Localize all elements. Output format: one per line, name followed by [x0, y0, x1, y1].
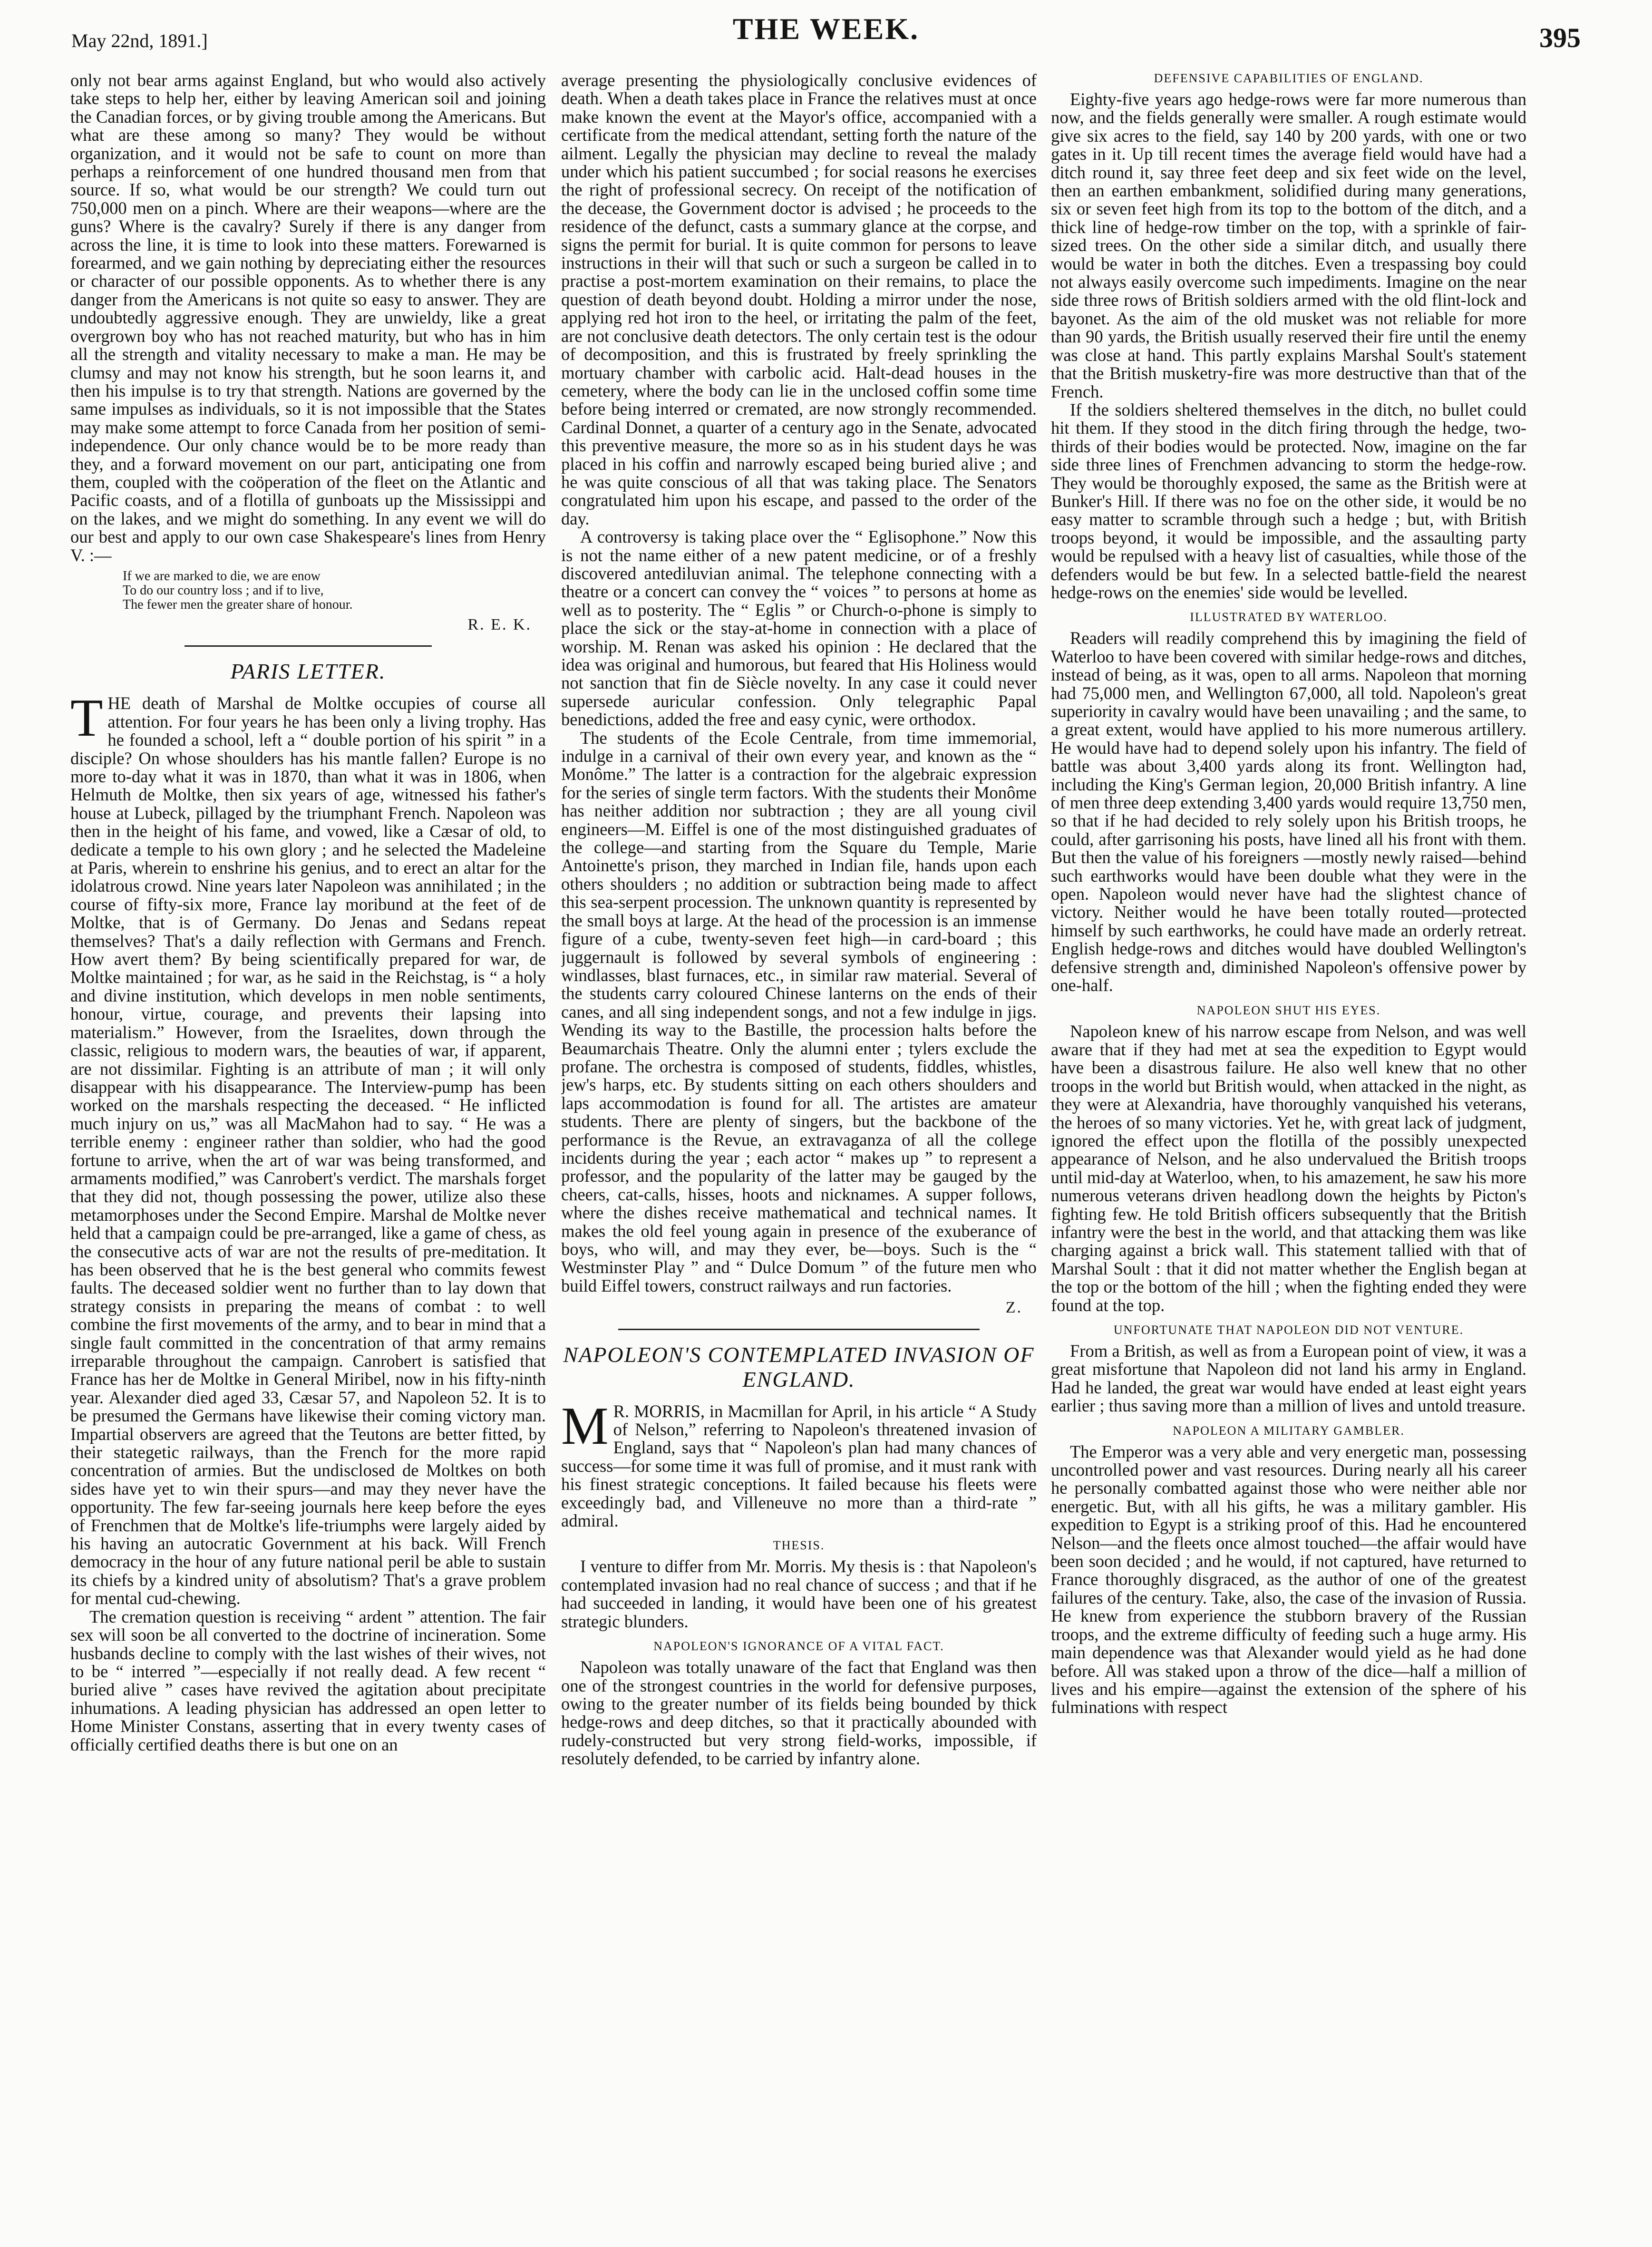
verse-quotation: [123, 569, 546, 612]
subheading-ignorance: NAPOLEON'S IGNORANCE OF A VITAL FACT.: [653, 1639, 944, 1654]
subheading-defensive: DEFENSIVE CAPABILITIES OF ENGLAND.: [1154, 71, 1424, 85]
section-divider: [618, 1329, 980, 1330]
section-heading-napoleon-invasion: NAPOLEON'S CONTEMPLATED INVASION OF ENGLAND.: [563, 1342, 1035, 1391]
section-divider: [185, 645, 432, 647]
subheading-shut-eyes: NAPOLEON SHUT HIS EYES.: [1196, 1003, 1381, 1017]
author-signature: Z.: [1005, 1299, 1022, 1317]
page-number: 395: [1539, 22, 1581, 53]
author-signature: R. E. K.: [467, 615, 532, 633]
subheading-thesis: THESIS.: [773, 1538, 825, 1553]
article-paragraph: The students of the Ecole Centrale, from time immemorial, indulge in a carnival of their own every year, and known as the “ Monôme.” The latter is a contraction for the algebraic expression for the series of single term factors. With the students their Monôme has neither addition nor subtraction ; they are all young civil engineers—M. Eiffel is one of the most distinguished graduates of the college—and starting from the Square du Temple, Marie Antoinette's prison, they marched in Indian file, hands upon each others shoulders ; no addition or subtraction being made to affect this sea-serpent procession. The unknown quantity is represented by the small boys at large. At the head of the procession is an immense figure of a cube, twenty-seven feet high—in card-board ; this juggernault is followed by several symbols of engineering : windlasses, blast furnaces, etc., in similar raw material. Several of the students carry coloured Chinese lanterns on the ends of their canes, and all sing independent songs, and not a few indulge in jigs. Wending its way to the Bastille, the procession halts before the Beaumarchais Theatre. Only the alumni enter ; tylers exclude the profane. The orchestra is composed of students, fiddles, whistles, jew's harps, etc. By students sitting on each others shoulders and laps accommodation is found for all. The artistes are amateur students. There are plenty of singers, but the backbone of the performance is the Revue, an extravaganza of all the college incidents during the year ; each actor “ makes up ” to represent a professor, and the popularity of the latter may be gauged by the cheers, cat-calls, hisses, hoots and nicknames. A supper follows, where the dishes receive mathematical and technical names. It makes the old feel young again in presence of the exuberance of boys, who will, and may they ever, be—boys. Such is the “ Westminster Play ” and “ Dulce Domum ” of the future men who build Eiffel towers, construct railways and run factories.: [561, 728, 1037, 1295]
article-paragraph: Readers will readily comprehend this by imagining the field of Waterloo to have been covered with similar hedge-rows and ditches, instead of being, as it was, open to all arms. Napoleon that morning had 75,000 men, and Wellington 67,000, all told. Napoleon's great superiority in cavalry would have been unavailing ; and the same, to a great extent, would have applied to his more numerous artillery. He would have had to depend solely upon his infantry. The field of battle was about 3,400 yards along its front. Wellington had, including the King's German legion, 20,000 British infantry. A line of men three deep extending 3,400 yards would require 13,750 men, so that if he had decided to rely solely upon his British troops, he could, after garrisoning his posts, have lined all his front with them. But then the value of his foreigners —mostly newly raised—behind such earthworks would have been double what they were in the open. Napoleon would never have had the slightest chance of victory. Neither would he have been totally routed—protected himself by such earthworks, he could have made an orderly retreat. English hedge-rows and ditches would have doubled Wellington's defensive strength and, diminished Napoleon's offensive power by one-half.: [1051, 628, 1526, 995]
issue-date: May 22nd, 1891.]: [71, 30, 208, 51]
verse-line: The fewer men the greater share of honour.: [123, 597, 353, 612]
article-paragraph: From a British, as well as from a European point of view, it was a great misfortune that Napoleon did not land his army in England. Had he landed, the great war would have ended at least eight years earlier ; thus saving more than a million of lives and untold treasure.: [1051, 1341, 1526, 1416]
article-paragraph: Napoleon knew of his narrow escape from Nelson, and was well aware that if they had met at sea the expedition to Egypt would have been a disastrous failure. He also well knew that no other troops in the world but British would, when attacked in the night, as they were at Alexandria, have thoroughly vanquished his veterans, the heroes of so many victories. Yet he, with great lack of judgment, ignored the effect upon the flotilla of the possibly unexpected appearance of Nelson, and he also undervalued the British troops until mid-day at Waterloo, when, to his amazement, he saw his more numerous veterans driven headlong down the heights by Picton's fighting few. He told British officers subsequently that the British infantry were the best in the world, and that attacking them was like charging against a brick wall. This statement tallied with that of Marshal Soult : that it did not matter whether the English began at the top or the bottom of the hill ; when the fighting ended they were found at the top.: [1051, 1021, 1526, 1315]
article-paragraph: I venture to differ from Mr. Morris. My thesis is : that Napoleon's contemplated invasion had no real chance of success ; and that if he had succeeded in landing, it would have been one of his greatest strategic blunders.: [561, 1556, 1037, 1631]
article-paragraph: Eighty-five years ago hedge-rows were far more numerous than now, and the fields generally were smaller. A rough estimate would give six acres to the field, say 140 by 200 yards, with one or two gates in it. Up till recent times the average field would have had a ditch round it, say three feet deep and six feet wide on the level, then an earthen embankment, solidified during many generations, six or seven feet high from its top to the bottom of the ditch, and a thick line of hedge-row timber on the top, with a sprinkle of fair-sized trees. On the other side a similar ditch, and usually there would be water in both the ditches. Even a trespassing boy could not always easily overcome such impediments. Imagine on the near side three rows of British soldiers armed with the old flint-lock and bayonet. As the aim of the old musket was not reliable for more than 90 yards, the British usually reserved their fire until the enemy was close at hand. This partly explains Marshal Soult's statement that the British musketry-fire was more destructive than that of the French.: [1051, 89, 1526, 401]
verse-line: To do our country loss ; and if to live,: [123, 583, 324, 598]
article-paragraph: The Emperor was a very able and very energetic man, possessing uncontrolled power and vast resources. During nearly all his career he personally combatted against those who were neither able nor energetic. But, with all his gifts, he was a military gambler. His expedition to Egypt is a striking proof of this. Had he encountered Nelson—and the fleets once almost touched—the affair would have been soon decided ; and he would, if not captured, have returned to France thoroughly disgraced, as the author of one of the greatest failures of the century. Take, also, the case of the invasion of Russia. He knew from experience the stubborn bravery of the Russian troops, and the extreme difficulty of feeding such a huge army. His main dependence was that Alexander would yield as he had done before. All was staked upon a throw of the dice—half a million of lives and his empire—against the extension of the sphere of his fulminations with respect: [1051, 1441, 1526, 1717]
section-heading-paris-letter: PARIS LETTER.: [230, 659, 386, 684]
publication-title: THE WEEK.: [732, 12, 920, 46]
column-1: [70, 71, 546, 2230]
page-header: [71, 8, 1581, 69]
drop-cap: M: [561, 1396, 609, 1456]
paragraph-text: R. MORRIS, in Macmillan for April, in his article “ A Study of Nelson,” referring to Napoleon's threatened invasion of England, says that “ Napoleon's plan had many chances of success—for some time it was full of promise, and it must rank with his finest strategic conceptions. It failed because his fleets were exceedingly bad, and Villeneuve no more than a third-rate ” admiral.: [561, 1401, 1037, 1531]
article-paragraph: A controversy is taking place over the “ Eglisophone.” Now this is not the name either of a new patent medicine, or of a freshly discovered antediluvian animal. The telephone connecting with a theatre or a concert can convey the “ voices ” to persons at home as well as to posterity. The “ Eglis ” or Church-o-phone is simply to place the sick or the stay-at-home in connection with a place of worship. M. Renan was asked his opinion : He declared that the idea was original and humorous, but feared that His Holiness would not sanction that fin de Siècle novelty. In any case it could never supersede auricular confession. Only telegraphic Papal benedictions, added the free and easy cynic, were orthodox.: [561, 527, 1037, 730]
article-paragraph: [561, 1396, 1037, 1531]
article-paragraph: If the soldiers sheltered themselves in the ditch, no bullet could hit them. If they stood in the ditch firing through the hedge, two-thirds of their bodies would be protected. Now, imagine on the far side three lines of Frenchmen advancing to storm the hedge-row. They would be thoroughly exposed, the same as the British were at Bunker's Hill. If there was no foe on the other side, it would be no easy matter to scramble through such a hedge ; but, with British troops beyond, it would be impossible, and the assaulting party would be repulsed with a heavy list of casualties, while those of the defenders would be but few. In a selected battle-field the nearest hedge-rows on the enemies' side would be levelled.: [1051, 399, 1526, 602]
verse-line: If we are marked to die, we are enow: [123, 568, 321, 584]
article-paragraph: only not bear arms against England, but who would also actively take steps to help her, either by leaving American soil and joining the Canadian forces, or by giving trouble among the Americans. But what are these among so many? They would be without organization, and it would not be safe to count on more than perhaps a reinforcement of one hundred thousand men from that source. If so, what would be our strength? We could turn out 750,000 men on a pinch. Where are their weapons—where are the guns? Where is the cavalry? Surely if there is any danger from across the line, it is time to look into these matters. Forewarned is forearmed, and we gain nothing by depreciating either the resources or character of our possible opponents. As to whether there is any danger from the Americans is not quite so easy to answer. They are undoubtedly aggressive enough. They are unwieldy, like a great overgrown boy who has not reached maturity, but who has in him all the strength and vitality necessary to make a man. He may be clumsy and may not know his strength, but he soon learns it, and then his impulse is to try that strength. Nations are governed by the same impulses as individuals, so it is not impossible that the States may make some attempt to force Canada from her position of semi-independence. Our only chance would be to be more ready than they, and a forward movement on our part, anticipating one from them, coupled with the coöperation of the fleet on the Atlantic and Pacific coasts, and of a flotilla of gunboats up the Mississippi and on the lakes, and we might do something. In any event we will do our best and apply to our own case Shakespeare's lines from Henry V. :—: [70, 71, 546, 565]
column-3: [1051, 71, 1526, 2230]
subheading-unfortunate: UNFORTUNATE THAT NAPOLEON DID NOT VENTURE.: [1113, 1323, 1464, 1337]
subheading-waterloo: ILLUSTRATED BY WATERLOO.: [1190, 610, 1388, 624]
subheading-gambler: NAPOLEON A MILITARY GAMBLER.: [1173, 1423, 1405, 1438]
column-2: [561, 71, 1037, 2230]
article-paragraph: Napoleon was totally unaware of the fact that England was then one of the strongest countries in the world for defensive purposes, owing to the greater number of its fields being bounded by thick hedge-rows and deep ditches, so that it practically abounded with rudely-constructed but very strong field-works, impossible, if resolutely defended, to be carried by infantry alone.: [561, 1657, 1037, 1769]
article-paragraph: [70, 689, 546, 1608]
article-paragraph: The cremation question is receiving “ ardent ” attention. The fair sex will soon be all converted to the doctrine of incineration. Some husbands decline to comply with the last wishes of their wives, not to be “ interred ”—especially if not really dead. A few recent “ buried alive ” cases have revived the agitation about precipitate inhumations. A leading physician has addressed an open letter to Home Minister Constans, asserting that in every twenty cases of officially certified deaths there is but one on an: [70, 1606, 546, 1754]
paragraph-text: HE death of Marshal de Moltke occupies of course all attention. For four years he has been only a living trophy. Has he founded a school, left a “ double portion of his spirit ” in a disciple? On whose shoulders has his mantle fallen? Europe is no more to-day what it was in 1870, than what it was in 1806, when Helmuth de Moltke, then six years of age, witnessed his father's house at Lubeck, pillaged by the triumphant French. Napoleon was then in the height of his fame, and vowed, like a Cæsar of old, to dedicate a temple to his own glory ; and he selected the Madeleine at Paris, wherein to enshrine his genius, and to erect an altar for the idolatrous crowd. Nine years later Napoleon was annihilated ; in the course of fifty-six more, France lay moribund at the feet of de Moltke, that is of Germany. Do Jenas and Sedans repeat themselves? That's a daily reflection with Germans and French. How avert them? By being scientifically prepared for war, de Moltke maintained ; for war, as he said in the Reichstag, is “ a holy and divine institution, which develops in men noble sentiments, honour, virtue, courage, and prevents their lapsing into materialism.” However, from the Israelites, down through the classic, religious to modern wars, the beauties of war, if apparent, are not dissimilar. Fighting is an attribute of man ; it will only disappear with his disappearance. The Interview-pump has been worked on the marshals respecting the deceased. “ He inflicted much injury on us,” was all MacMahon had to say. “ He was a terrible enemy : engineer rather than soldier, who had the good fortune to arrive, when the art of war was being transformed, and armaments modified,” was Canrobert's verdict. The marshals forget that they did not, though possessing the power, utilize also these metamorphoses under the Second Empire. Marshal de Moltke never held that a campaign could be pre-arranged, like a game of chess, as the consecutive acts of war are not the results of pre-meditation. It has been observed that he is the best general who commits fewest faults. The deceased soldier went no further than to lay down that strategy consists in preparing the means of combat : to well combine the first movements of the army, and to bear in mind that a single fault committed in the concentration of that army remains irreparable throughout the campaign. Canrobert is satisfied that France has her de Moltke in General Miribel, now in his fifty-ninth year. Alexander died aged 33, Cæsar 57, and Napoleon 52. It is to be presumed the Germans have likewise their coming victory man. Impartial observers are agreed that the Teutons are better fitted, by their stategetic railways, than the French for the more rapid concentration of armies. But the undisclosed de Moltkes on both sides have yet to win their spurs—and may they never have the opportunity. The few far-seeing journals here keep before the eyes of Frenchmen that de Moltke's life-triumphs were largely aided by his having an autocratic Government at his back. Will French democracy in the hour of any future national peril be able to sustain its chiefs by a kindred unity of absolutism? That's a grave problem for mental cud-chewing.: [70, 693, 546, 1608]
article-paragraph: average presenting the physiologically conclusive evidences of death. When a death takes place in France the relatives must at once make known the event at the Mayor's office, accompanied with a certificate from the medical attendant, setting forth the nature of the ailment. Legally the physician may decline to reveal the malady under which his patient succumbed ; for social reasons he exercises the right of professional secrecy. On receipt of the notification of the decease, the Government doctor is advised ; he proceeds to the residence of the defunct, casts a summary glance at the corpse, and signs the permit for burial. It is quite common for persons to leave instructions in their will that such or such a surgeon be called in to practise a post-mortem examination on their remains, to place the question of death beyond doubt. Holding a mirror under the nose, applying red hot iron to the heel, or irritating the palm of the feet, are not conclusive death detectors. The only certain test is the odour of decomposition, and this is frustrated by freely sprinkling the mortuary chamber with carbolic acid. Halt-dead houses in the cemetery, where the body can lie in the unclosed coffin some time before being interred or cremated, are now strongly recommended. Cardinal Donnet, a quarter of a century ago in the Senate, advocated this preventive measure, the more so as in his student days he was placed in his coffin and narrowly escaped being buried alive ; and he was quite conscious of all that was taking place. The Senators congratulated him upon his escape, and passed to the order of the day.: [561, 71, 1037, 528]
drop-cap: T: [70, 689, 103, 748]
